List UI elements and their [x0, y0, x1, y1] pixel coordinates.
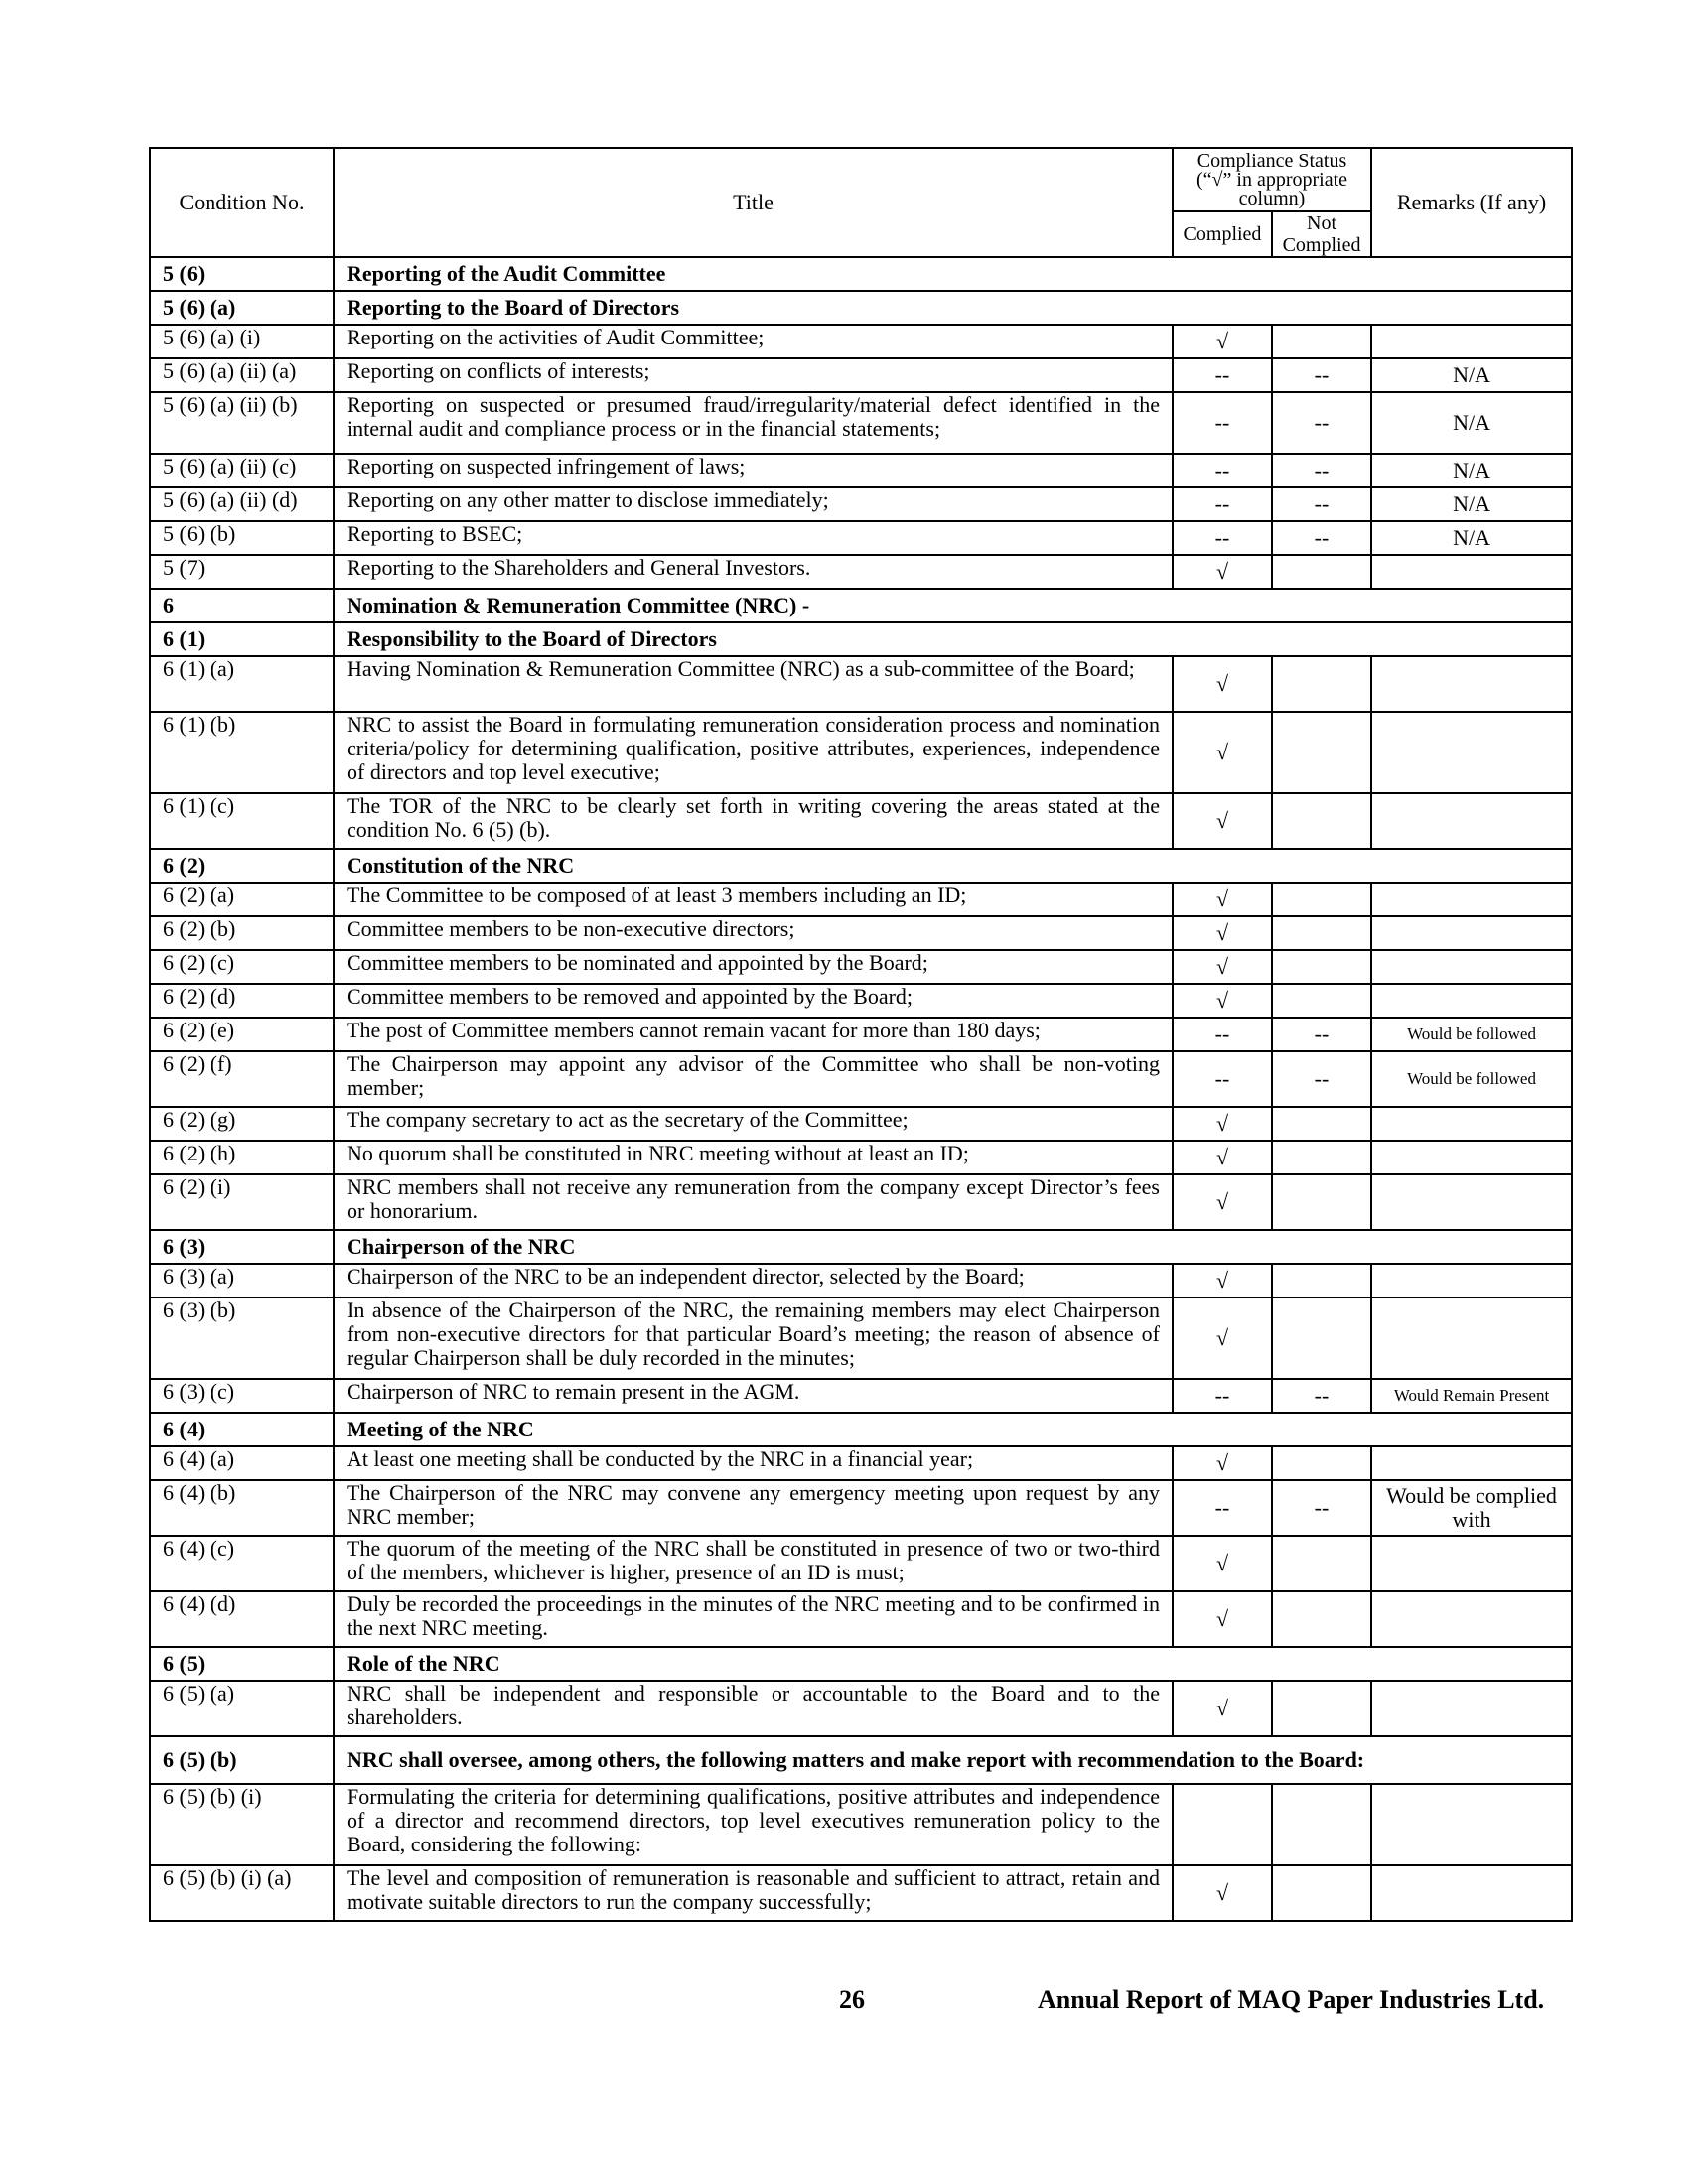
remarks-cell	[1371, 555, 1572, 589]
condition-number: 6 (2) (a)	[150, 883, 334, 916]
complied-mark: --	[1173, 1018, 1272, 1051]
not-complied-mark	[1272, 1446, 1371, 1480]
condition-number: 6 (3) (c)	[150, 1379, 334, 1413]
condition-number: 5 (6) (a)	[150, 291, 334, 325]
table-row	[150, 1591, 1572, 1647]
remarks-cell	[1371, 793, 1572, 849]
condition-title: NRC members shall not receive any remuneration from the company except Director’s fees or honorarium.	[334, 1174, 1173, 1230]
condition-number: 6 (2)	[150, 849, 334, 883]
complied-mark: --	[1173, 1480, 1272, 1536]
remarks-cell: Would be complied with	[1371, 1480, 1572, 1536]
not-complied-mark	[1272, 1784, 1371, 1865]
table-row	[150, 1865, 1572, 1921]
condition-number: 6 (5) (a)	[150, 1681, 334, 1736]
complied-header: Complied	[1173, 211, 1272, 257]
condition-title: Reporting on any other matter to disclose immediately;	[334, 487, 1173, 521]
remarks-cell	[1371, 950, 1572, 984]
remarks-cell	[1371, 1681, 1572, 1736]
condition-title: Reporting on suspected or presumed fraud/irregularity/material defect identified in the internal audit and compliance process or in the financial statements;	[334, 392, 1173, 454]
condition-title: Reporting on the activities of Audit Committee;	[334, 325, 1173, 358]
condition-title: In absence of the Chairperson of the NRC, the remaining members may elect Chairperson from non-executive directors for that particular Board’s meeting; the reason of absence of regular Chairperson shall be duly recorded in the minutes;	[334, 1297, 1173, 1379]
remarks-cell	[1371, 883, 1572, 916]
table-row	[150, 358, 1572, 392]
condition-title: Committee members to be nominated and appointed by the Board;	[334, 950, 1173, 984]
condition-number: 6 (1) (b)	[150, 712, 334, 793]
condition-number: 6 (2) (i)	[150, 1174, 334, 1230]
condition-no-header: Condition No.	[150, 148, 334, 257]
page-footer	[0, 1985, 1688, 2025]
condition-number: 6 (2) (f)	[150, 1051, 334, 1107]
remarks-cell	[1371, 1107, 1572, 1141]
not-complied-mark	[1272, 1264, 1371, 1297]
complied-mark: √	[1173, 1141, 1272, 1174]
condition-number: 6 (3) (b)	[150, 1297, 334, 1379]
not-complied-mark	[1272, 1297, 1371, 1379]
table-row	[150, 521, 1572, 555]
complied-mark: √	[1173, 555, 1272, 589]
complied-mark: --	[1173, 454, 1272, 487]
condition-title: No quorum shall be constituted in NRC meeting without at least an ID;	[334, 1141, 1173, 1174]
condition-number: 5 (6)	[150, 257, 334, 291]
complied-mark: √	[1173, 1264, 1272, 1297]
section-title: Constitution of the NRC	[334, 849, 1572, 883]
table-row	[150, 1784, 1572, 1865]
condition-number: 5 (7)	[150, 555, 334, 589]
not-complied-mark	[1272, 1681, 1371, 1736]
section-row	[150, 1230, 1572, 1264]
condition-number: 6 (2) (c)	[150, 950, 334, 984]
table-row	[150, 1264, 1572, 1297]
condition-title: The quorum of the meeting of the NRC shall be constituted in presence of two or two-third of the members, whichever is higher, presence of an ID is must;	[334, 1536, 1173, 1591]
not-complied-mark	[1272, 883, 1371, 916]
condition-number: 6 (2) (g)	[150, 1107, 334, 1141]
not-complied-mark	[1272, 712, 1371, 793]
section-row	[150, 589, 1572, 622]
not-complied-mark	[1272, 656, 1371, 712]
remarks-cell: N/A	[1371, 358, 1572, 392]
section-title: Nomination & Remuneration Committee (NRC) -	[334, 589, 1572, 622]
section-row	[150, 257, 1572, 291]
complied-mark: --	[1173, 358, 1272, 392]
table-row	[150, 1480, 1572, 1536]
complied-mark: √	[1173, 1591, 1272, 1647]
section-title: Role of the NRC	[334, 1647, 1572, 1681]
complied-mark: √	[1173, 1536, 1272, 1591]
not-complied-mark	[1272, 793, 1371, 849]
not-complied-mark: --	[1272, 358, 1371, 392]
condition-title: Committee members to be removed and appointed by the Board;	[334, 984, 1173, 1018]
condition-number: 6 (1)	[150, 622, 334, 656]
remarks-cell	[1371, 1174, 1572, 1230]
condition-number: 5 (6) (a) (ii) (d)	[150, 487, 334, 521]
condition-title: The TOR of the NRC to be clearly set forth in writing covering the areas stated at the condition No. 6 (5) (b).	[334, 793, 1173, 849]
complied-mark: √	[1173, 656, 1272, 712]
complied-mark: √	[1173, 916, 1272, 950]
condition-title: Reporting on suspected infringement of laws;	[334, 454, 1173, 487]
section-row	[150, 1413, 1572, 1446]
not-complied-mark	[1272, 1107, 1371, 1141]
remarks-cell	[1371, 1141, 1572, 1174]
condition-number: 6	[150, 589, 334, 622]
remarks-header: Remarks (If any)	[1371, 148, 1572, 257]
remarks-cell	[1371, 712, 1572, 793]
table-row	[150, 1051, 1572, 1107]
condition-title: At least one meeting shall be conducted by the NRC in a financial year;	[334, 1446, 1173, 1480]
table-row	[150, 325, 1572, 358]
section-title: Reporting to the Board of Directors	[334, 291, 1572, 325]
compliance-status-header: Compliance Status (“√” in appropriate column)	[1173, 148, 1371, 211]
table-row	[150, 555, 1572, 589]
not-complied-mark: --	[1272, 1480, 1371, 1536]
section-title: Reporting of the Audit Committee	[334, 257, 1572, 291]
remarks-cell: Would Remain Present	[1371, 1379, 1572, 1413]
table-row	[150, 1297, 1572, 1379]
table-row	[150, 950, 1572, 984]
complied-mark	[1173, 1784, 1272, 1865]
table-row	[150, 656, 1572, 712]
condition-number: 6 (2) (d)	[150, 984, 334, 1018]
condition-title: Having Nomination & Remuneration Committee (NRC) as a sub-committee of the Board;	[334, 656, 1173, 712]
condition-title: Formulating the criteria for determining qualifications, positive attributes and independence of a director and recommend directors, top level executives remuneration policy to the Board, considering the following:	[334, 1784, 1173, 1865]
table-body	[150, 257, 1572, 1921]
table-row	[150, 1536, 1572, 1591]
condition-title: Committee members to be non-executive directors;	[334, 916, 1173, 950]
condition-number: 5 (6) (a) (ii) (c)	[150, 454, 334, 487]
table-row	[150, 1446, 1572, 1480]
remarks-cell	[1371, 325, 1572, 358]
complied-mark: √	[1173, 325, 1272, 358]
not-complied-mark: --	[1272, 454, 1371, 487]
table-row	[150, 1379, 1572, 1413]
remarks-cell: N/A	[1371, 392, 1572, 454]
table-row	[150, 392, 1572, 454]
remarks-cell	[1371, 1446, 1572, 1480]
not-complied-mark: --	[1272, 1018, 1371, 1051]
condition-number: 6 (3) (a)	[150, 1264, 334, 1297]
condition-number: 5 (6) (a) (i)	[150, 325, 334, 358]
not-complied-mark	[1272, 950, 1371, 984]
table-row	[150, 984, 1572, 1018]
compliance-sheet	[149, 147, 1571, 1922]
complied-mark: √	[1173, 1681, 1272, 1736]
complied-mark: √	[1173, 883, 1272, 916]
complied-mark: --	[1173, 521, 1272, 555]
table-row	[150, 883, 1572, 916]
report-title: Annual Report of MAQ Paper Industries Ltd.	[1038, 1985, 1545, 2014]
table-row	[150, 1681, 1572, 1736]
condition-title: The Chairperson may appoint any advisor of the Committee who shall be non-voting member;	[334, 1051, 1173, 1107]
table-row	[150, 793, 1572, 849]
not-complied-mark	[1272, 1536, 1371, 1591]
condition-number: 6 (2) (b)	[150, 916, 334, 950]
condition-title: Reporting on conflicts of interests;	[334, 358, 1173, 392]
complied-mark: √	[1173, 984, 1272, 1018]
complied-mark: √	[1173, 712, 1272, 793]
remarks-cell	[1371, 984, 1572, 1018]
complied-mark: √	[1173, 793, 1272, 849]
remarks-cell	[1371, 1591, 1572, 1647]
remarks-cell: Would be followed	[1371, 1051, 1572, 1107]
condition-number: 6 (5) (b) (i)	[150, 1784, 334, 1865]
condition-number: 6 (4) (d)	[150, 1591, 334, 1647]
not-complied-mark	[1272, 1591, 1371, 1647]
compliance-table	[149, 147, 1573, 1922]
remarks-cell	[1371, 1784, 1572, 1865]
complied-mark: √	[1173, 1297, 1272, 1379]
table-row	[150, 712, 1572, 793]
not-complied-mark: --	[1272, 392, 1371, 454]
table-row	[150, 454, 1572, 487]
not-complied-mark	[1272, 325, 1371, 358]
condition-number: 5 (6) (a) (ii) (b)	[150, 392, 334, 454]
section-row	[150, 849, 1572, 883]
not-complied-mark	[1272, 1141, 1371, 1174]
remarks-cell	[1371, 1536, 1572, 1591]
condition-number: 6 (3)	[150, 1230, 334, 1264]
complied-mark: √	[1173, 1174, 1272, 1230]
condition-number: 6 (2) (e)	[150, 1018, 334, 1051]
complied-mark: --	[1173, 1051, 1272, 1107]
condition-title: Reporting to BSEC;	[334, 521, 1173, 555]
remarks-cell	[1371, 1865, 1572, 1921]
not-complied-mark	[1272, 555, 1371, 589]
remarks-cell	[1371, 1264, 1572, 1297]
condition-number: 6 (4) (b)	[150, 1480, 334, 1536]
condition-number: 6 (1) (a)	[150, 656, 334, 712]
complied-mark: --	[1173, 392, 1272, 454]
table-row	[150, 1141, 1572, 1174]
condition-title: The Committee to be composed of at least 3 members including an ID;	[334, 883, 1173, 916]
condition-title: NRC shall be independent and responsible or accountable to the Board and to the shareholders.	[334, 1681, 1173, 1736]
section-title: Chairperson of the NRC	[334, 1230, 1572, 1264]
section-row	[150, 1647, 1572, 1681]
not-complied-mark	[1272, 916, 1371, 950]
condition-number: 5 (6) (b)	[150, 521, 334, 555]
condition-title: The Chairperson of the NRC may convene any emergency meeting upon request by any NRC member;	[334, 1480, 1173, 1536]
not-complied-mark	[1272, 1174, 1371, 1230]
remarks-cell	[1371, 656, 1572, 712]
not-complied-mark: --	[1272, 1051, 1371, 1107]
complied-mark: --	[1173, 1379, 1272, 1413]
section-row	[150, 622, 1572, 656]
condition-title: Chairperson of the NRC to be an independent director, selected by the Board;	[334, 1264, 1173, 1297]
table-row	[150, 1107, 1572, 1141]
not-complied-mark: --	[1272, 487, 1371, 521]
condition-number: 6 (5) (b) (i) (a)	[150, 1865, 334, 1921]
condition-title: NRC to assist the Board in formulating remuneration consideration process and nomination criteria/policy for determining qualification, positive attributes, experiences, independence of directors and top level executive;	[334, 712, 1173, 793]
condition-number: 6 (4) (a)	[150, 1446, 334, 1480]
table-header-row	[150, 148, 1572, 211]
not-complied-mark	[1272, 984, 1371, 1018]
condition-number: 5 (6) (a) (ii) (a)	[150, 358, 334, 392]
condition-title: The post of Committee members cannot remain vacant for more than 180 days;	[334, 1018, 1173, 1051]
section-row	[150, 291, 1572, 325]
table-row	[150, 1018, 1572, 1051]
section-title: Responsibility to the Board of Directors	[334, 622, 1572, 656]
complied-mark: √	[1173, 1446, 1272, 1480]
not-complied-header: Not Complied	[1272, 211, 1371, 257]
table-row	[150, 487, 1572, 521]
not-complied-mark	[1272, 1865, 1371, 1921]
condition-title: The company secretary to act as the secretary of the Committee;	[334, 1107, 1173, 1141]
not-complied-mark: --	[1272, 1379, 1371, 1413]
section-title: NRC shall oversee, among others, the following matters and make report with recommendation to the Board:	[334, 1736, 1572, 1784]
condition-number: 6 (4) (c)	[150, 1536, 334, 1591]
table-row	[150, 1174, 1572, 1230]
condition-number: 6 (5)	[150, 1647, 334, 1681]
condition-title: Chairperson of NRC to remain present in the AGM.	[334, 1379, 1173, 1413]
complied-mark: √	[1173, 1865, 1272, 1921]
condition-number: 6 (4)	[150, 1413, 334, 1446]
condition-number: 6 (2) (h)	[150, 1141, 334, 1174]
condition-number: 6 (1) (c)	[150, 793, 334, 849]
table-row	[150, 916, 1572, 950]
remarks-cell: N/A	[1371, 454, 1572, 487]
section-row	[150, 1736, 1572, 1784]
page-number: 26	[839, 1985, 865, 2014]
complied-mark: √	[1173, 950, 1272, 984]
condition-title: Duly be recorded the proceedings in the minutes of the NRC meeting and to be confirmed in the next NRC meeting.	[334, 1591, 1173, 1647]
remarks-cell: N/A	[1371, 487, 1572, 521]
remarks-cell: Would be followed	[1371, 1018, 1572, 1051]
remarks-cell	[1371, 1297, 1572, 1379]
title-header: Title	[334, 148, 1173, 257]
condition-number: 6 (5) (b)	[150, 1736, 334, 1784]
complied-mark: √	[1173, 1107, 1272, 1141]
remarks-cell	[1371, 916, 1572, 950]
section-title: Meeting of the NRC	[334, 1413, 1572, 1446]
complied-mark: --	[1173, 487, 1272, 521]
condition-title: The level and composition of remuneration is reasonable and sufficient to attract, retain and motivate suitable directors to run the company successfully;	[334, 1865, 1173, 1921]
not-complied-mark: --	[1272, 521, 1371, 555]
condition-title: Reporting to the Shareholders and General Investors.	[334, 555, 1173, 589]
remarks-cell: N/A	[1371, 521, 1572, 555]
